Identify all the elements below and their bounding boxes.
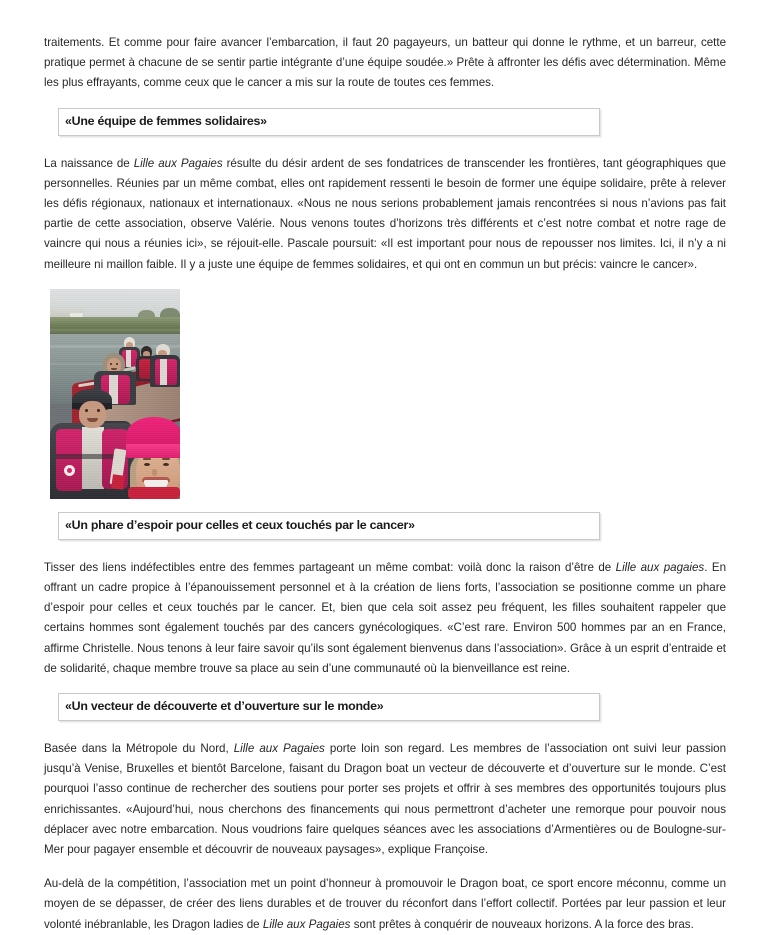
- dragon-boat-team-photo: [50, 289, 180, 499]
- text-run: . En offrant un cadre propice à l’épanouissement personnel et à la création de liens forts, l’association se positionne comme un phare d’espoir pour celles et ceux touchés par le cancer. Et, bien que cela soit assez peu fréquent, les filles souhaitent rappeler que certains hommes sont également touchés par des cancers gynécologiques. «C’est rare. Environ 500 hommes par an en France, affirme Christelle. Nous tenons à leur faire savoir qu’ils sont également bienvenus dans l’association». Grâce à un esprit d’entraide et de solidarité, chaque membre trouve sa place au sein d’une communauté où la bienveillance est reine.: [44, 560, 726, 675]
- text-run: résulte du désir ardent de ses fondatrices de transcender les frontières, tant géographiques que personnelles. Réunies par un même combat, elles ont rapidement ressenti le besoin de former une équipe solidaire, prête à relever les défis régionaux, nationaux et internationaux. «Nous ne nous serions probablement jamais rencontrées si nous n’avions pas fait partie de cette association, observe Valérie. Nous venons toutes d’horizons très différents et c’est notre combat et notre rage de vaincre qui nous a réunies ici», se réjouit-elle. Pascale poursuit: «Il est important pour nous de repousser nos limites. Ici, il n’y a ni meilleure ni maillon faible. Il y a juste une équipe de femmes solidaires, et qui ont en commun un but précis: vaincre le cancer».: [44, 156, 726, 271]
- text-run: Au-delà de la compétition, l’association met un point d’honneur à promouvoir le Dragon boat, ce sport encore méconnu, comme un moyen de se dépasser, de créer des liens durables et de trouver du réconfort dans l’effort collectif. Portées par leur passion et leur volonté inébranlable, les Dragon ladies de: [44, 877, 726, 931]
- text-run: sont prêtes à conquérir de nouveaux horizons. A la force des bras.: [350, 917, 694, 931]
- photo-eye: [144, 463, 150, 466]
- section-heading-3: «Un vecteur de découverte et d’ouverture sur le monde»: [65, 699, 384, 714]
- photo-eyebrow: [143, 458, 151, 460]
- heading-box-2: [58, 512, 600, 540]
- section-heading-block-2: [44, 512, 726, 540]
- photo-nose: [152, 469, 157, 476]
- text-run: Basée dans la Métropole du Nord,: [44, 742, 234, 756]
- italic-title-run: Lille aux Pagaies: [233, 742, 325, 756]
- section-heading-1: «Une équipe de femmes solidaires»: [65, 113, 267, 128]
- photo-smile: [111, 368, 117, 370]
- text-run: Tisser des liens indéfectibles entre des femmes partageant un même combat: voilà donc la raison d’être de: [44, 560, 616, 574]
- heading-box-3: [58, 693, 600, 721]
- text-run: La naissance de: [44, 156, 134, 170]
- photo-eye: [163, 463, 169, 466]
- photo-lifevest-panel: [160, 359, 167, 385]
- section-heading-2: «Un phare d’espoir pour celles et ceux touchés par le cancer»: [65, 517, 415, 532]
- section-heading-block-3: [44, 693, 726, 721]
- photo-eyebrow: [162, 458, 170, 460]
- section-heading-block-1: [44, 108, 726, 136]
- photo-selfie-woman-beanie-brim: [126, 444, 180, 458]
- text-run: porte loin son regard. Les membres de l’association ont suivi leur passion jusqu’à Venise, Bruxelles et bientôt Barcelone, faisant du Dragon boat un vecteur de découverte et d’ouverture sur le monde. C’est pourquoi l’asso continue de rechercher des soutiens pour porter ses projets et offrir à ses membres des opportunités toujours plus enrichissantes. «Aujourd’hui, nous cherchons des financements qui nous permettront d’acheter une remorque pour pouvoir nous déplacer avec notre embarcation. Nous voudrions faire quelques séances avec les associations d’Armentières ou de Boulogne-sur-Mer pour pagayer ensemble et découvrir de nouveaux paysages», explique Françoise.: [44, 742, 727, 857]
- italic-title-run: Lille aux Pagaies: [262, 917, 351, 931]
- photo-eye: [116, 363, 118, 365]
- section-3-paragraph-2: [44, 874, 726, 935]
- section-2-paragraph-1: [44, 558, 726, 679]
- photo-lifevest-badge-center: [67, 468, 72, 473]
- section-1-paragraph-1: [44, 154, 726, 275]
- photo-selfie-woman-scarf: [128, 487, 180, 499]
- photo-eye: [110, 363, 112, 365]
- intro-paragraph: traitements. Et comme pour faire avancer l’embarcation, il faut 20 pagayeurs, un batteur qui donne le rythme, et un barreur, cette pratique permet à chacune de se sentir partie intégrante d’une équipe soudée.» Prête à affronter les défis avec détermination. Même les plus effrayants, comme ceux que le cancer a mis sur la route de toutes ces femmes.: [44, 36, 726, 90]
- section-3-paragraph-1: [44, 739, 726, 860]
- photo-paddle-blade: [111, 474, 125, 490]
- photo-eye: [85, 409, 88, 412]
- italic-title-run: Lille aux pagaies: [615, 560, 705, 574]
- photo-lifevest-panel: [126, 350, 131, 367]
- article-photo-figure: [50, 289, 726, 499]
- heading-box-1: [58, 108, 600, 136]
- italic-title-run: Lille aux Pagaies: [133, 156, 223, 170]
- photo-front-paddler-face: [79, 401, 106, 428]
- photo-smile: [87, 418, 98, 422]
- photo-eye: [97, 409, 100, 412]
- photo-lifevest: [56, 429, 84, 491]
